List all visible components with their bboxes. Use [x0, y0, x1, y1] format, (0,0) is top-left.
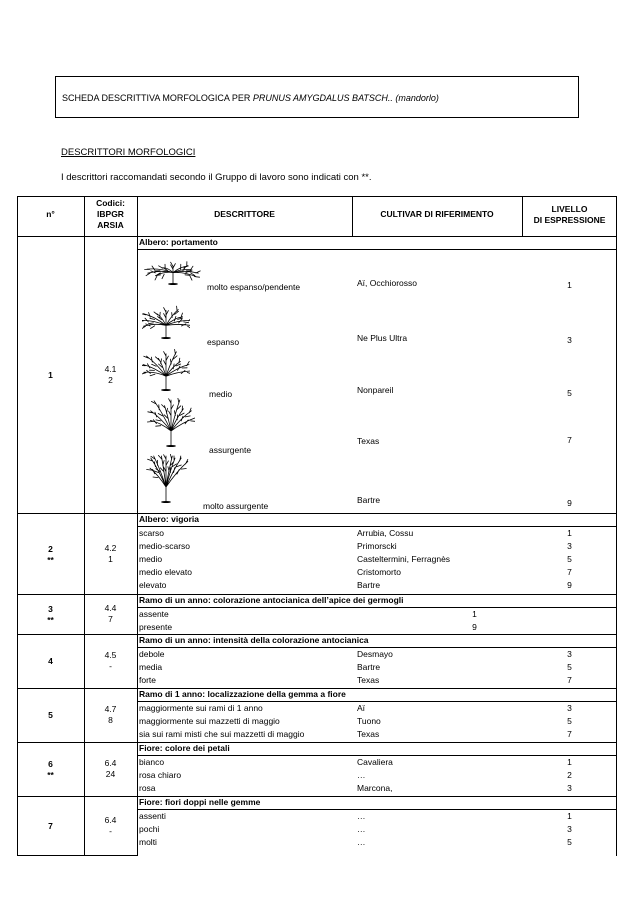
descriptor-value: debole: [139, 649, 165, 659]
descriptor-value: assurgente: [209, 445, 252, 455]
descriptor-title: Ramo di un anno: colorazione antocianica dell’apice dei germogli: [139, 595, 404, 605]
title-prefix: SCHEDA DESCRITTIVA MORFOLOGICA PER: [62, 93, 253, 103]
code-ibpgr: 4.2: [104, 542, 117, 553]
descriptor-value: forte: [139, 675, 157, 685]
code-ibpgr: 4.1: [104, 363, 117, 374]
reference-cultivar: …: [357, 837, 366, 847]
expression-level: 1: [567, 757, 572, 767]
col-header-livello-line2: DI ESPRESSIONE: [533, 215, 606, 225]
expression-level: 9: [472, 622, 477, 632]
col-header-descrittore: DESCRITTORE: [214, 209, 275, 219]
descriptor-value: sia sui rami misti che sui mazzetti di maggio: [139, 729, 305, 739]
descriptor-value: assenti: [139, 811, 166, 821]
document-title-box: [55, 76, 579, 118]
expression-level: 7: [567, 435, 572, 445]
recommended-marker: **: [47, 615, 54, 625]
reference-cultivar: Tuono: [357, 716, 381, 726]
reference-cultivar: Aï: [357, 703, 366, 713]
expression-level: 5: [567, 662, 572, 672]
descriptor-value: media: [139, 662, 163, 672]
code-arsia: 24: [105, 769, 116, 779]
descriptor-value: pochi: [139, 824, 160, 834]
descriptor-value: medio elevato: [139, 567, 192, 577]
tree-silhouette-icon: [142, 346, 190, 392]
descriptor-title: Fiore: colore dei petali: [139, 743, 230, 753]
expression-level: 3: [567, 541, 572, 551]
recommendation-note: I descrittori raccomandati secondo il Gruppo di lavoro sono indicati con **.: [61, 172, 372, 183]
row-number: 2: [48, 543, 53, 554]
expression-level: 2: [567, 770, 572, 780]
table-rule: [17, 855, 138, 856]
table-rule: [137, 809, 617, 810]
table-rule: [522, 196, 523, 236]
reference-cultivar: Bartre: [357, 495, 381, 505]
reference-cultivar: Cavaliera: [357, 757, 393, 767]
row-number: 5: [48, 710, 53, 720]
title-species: PRUNUS AMYGDALUS BATSCH: [252, 93, 388, 103]
descriptor-value: molti: [139, 837, 157, 847]
code-ibpgr: 4.5: [104, 650, 117, 660]
descriptor-title: Ramo di un anno: intensità della colorazione antocianica: [139, 635, 369, 645]
expression-level: 5: [567, 837, 572, 847]
reference-cultivar: Marcona,: [357, 783, 393, 793]
reference-cultivar: Desmayo: [357, 649, 393, 659]
table-rule: [137, 647, 617, 648]
descriptor-value: rosa chiaro: [139, 770, 182, 780]
row-number: 3: [48, 604, 53, 614]
expression-level: 7: [567, 675, 572, 685]
code-arsia: 1: [108, 553, 113, 564]
expression-level: 1: [567, 528, 572, 538]
col-header-livello-line1: LIVELLO: [551, 204, 588, 214]
reference-cultivar: Arrubia, Cossu: [357, 528, 414, 538]
expression-level: 5: [567, 388, 572, 398]
recommended-marker: **: [47, 770, 54, 780]
descriptor-value: presente: [139, 622, 173, 632]
code-arsia: 7: [108, 614, 113, 624]
code-arsia: -: [109, 661, 112, 671]
col-header-livello: [522, 204, 617, 226]
code-arsia: -: [109, 826, 112, 836]
tree-silhouette-icon: [142, 248, 204, 286]
table-rule: [17, 196, 617, 197]
descriptor-value: medio-scarso: [139, 541, 191, 551]
reference-cultivar: Nonpareil: [357, 385, 394, 395]
expression-level: 3: [567, 824, 572, 834]
descriptor-title: Albero: portamento: [139, 237, 218, 247]
col-header-n: n°: [46, 209, 55, 219]
code-ibpgr: 6.4: [104, 815, 117, 825]
recommended-marker: **: [47, 554, 54, 565]
descriptor-value: bianco: [139, 757, 165, 767]
reference-cultivar: Aï, Occhiorosso: [357, 278, 417, 288]
reference-cultivar: Bartre: [357, 580, 381, 590]
expression-level: 7: [567, 729, 572, 739]
reference-cultivar: …: [357, 770, 366, 780]
expression-level: 5: [567, 554, 572, 564]
table-rule: [137, 701, 617, 702]
reference-cultivar: Texas: [357, 436, 380, 446]
reference-cultivar: …: [357, 811, 366, 821]
descriptor-value: scarso: [139, 528, 165, 538]
descriptor-value: maggiormente sui mazzetti di maggio: [139, 716, 280, 726]
reference-cultivar: Primorscki: [357, 541, 397, 551]
descriptor-title: Albero: vigoria: [139, 514, 199, 524]
title-suffix: .. (mandorlo): [387, 93, 439, 103]
code-ibpgr: 6.4: [104, 758, 117, 768]
reference-cultivar: Bartre: [357, 662, 381, 672]
expression-level: 1: [472, 609, 477, 619]
expression-level: 5: [567, 716, 572, 726]
reference-cultivar: …: [357, 824, 366, 834]
col-header-codici-line1: Codici:: [96, 198, 125, 208]
table-rule: [137, 755, 617, 756]
tree-silhouette-icon: [142, 454, 190, 504]
table-rule: [17, 236, 617, 237]
descriptor-value: assente: [139, 609, 169, 619]
descriptor-value: espanso: [207, 337, 240, 347]
descriptor-title: Fiore: fiori doppi nelle gemme: [139, 797, 261, 807]
table-rule: [352, 196, 353, 236]
table-rule: [17, 742, 617, 743]
col-header-cultivar: CULTIVAR DI RIFERIMENTO: [380, 209, 494, 219]
tree-silhouette-icon: [142, 298, 190, 340]
reference-cultivar: Texas: [357, 675, 380, 685]
reference-cultivar: Ne Plus Ultra: [357, 333, 408, 343]
col-header-codici-line3: ARSIA: [97, 220, 124, 230]
row-number: 1: [48, 369, 53, 380]
row-number: 6: [48, 759, 53, 769]
expression-level: 3: [567, 703, 572, 713]
descriptor-value: molto espanso/pendente: [207, 282, 301, 292]
tree-silhouette-icon: [147, 398, 195, 448]
reference-cultivar: Cristomorto: [357, 567, 401, 577]
col-header-codici-line2: IBPGR: [97, 209, 124, 219]
reference-cultivar: Texas: [357, 729, 380, 739]
descriptor-table: [17, 196, 617, 856]
reference-cultivar: Casteltermini, Ferragnès: [357, 554, 451, 564]
descriptor-value: molto assurgente: [203, 501, 269, 511]
expression-level: 9: [567, 580, 572, 590]
table-rule: [17, 513, 617, 514]
expression-level: 7: [567, 567, 572, 577]
table-rule: [17, 796, 617, 797]
expression-level: 9: [567, 498, 572, 508]
descriptor-title: Ramo di 1 anno: localizzazione della gemma a fiore: [139, 689, 346, 699]
descriptor-value: rosa: [139, 783, 156, 793]
section-title: DESCRITTORI MORFOLOGICI: [61, 147, 196, 158]
table-rule: [137, 607, 617, 608]
col-header-codici: [84, 198, 137, 231]
descriptor-value: medio: [139, 554, 163, 564]
row-number: 4: [48, 656, 53, 666]
code-ibpgr: 4.7: [104, 704, 117, 714]
descriptor-value: medio: [209, 389, 233, 399]
table-rule: [137, 526, 617, 527]
descriptor-value: elevato: [139, 580, 167, 590]
table-rule: [137, 249, 617, 250]
code-arsia: 8: [108, 715, 113, 725]
expression-level: 3: [567, 649, 572, 659]
descriptor-value: maggiormente sui rami di 1 anno: [139, 703, 263, 713]
expression-level: 3: [567, 335, 572, 345]
table-rule: [616, 196, 617, 236]
table-rule: [17, 196, 18, 856]
code-arsia: 2: [108, 374, 113, 385]
row-number: 7: [48, 821, 53, 831]
table-rule: [84, 196, 85, 856]
expression-level: 1: [567, 280, 572, 290]
expression-level: 3: [567, 783, 572, 793]
expression-level: 1: [567, 811, 572, 821]
code-ibpgr: 4.4: [104, 603, 117, 613]
